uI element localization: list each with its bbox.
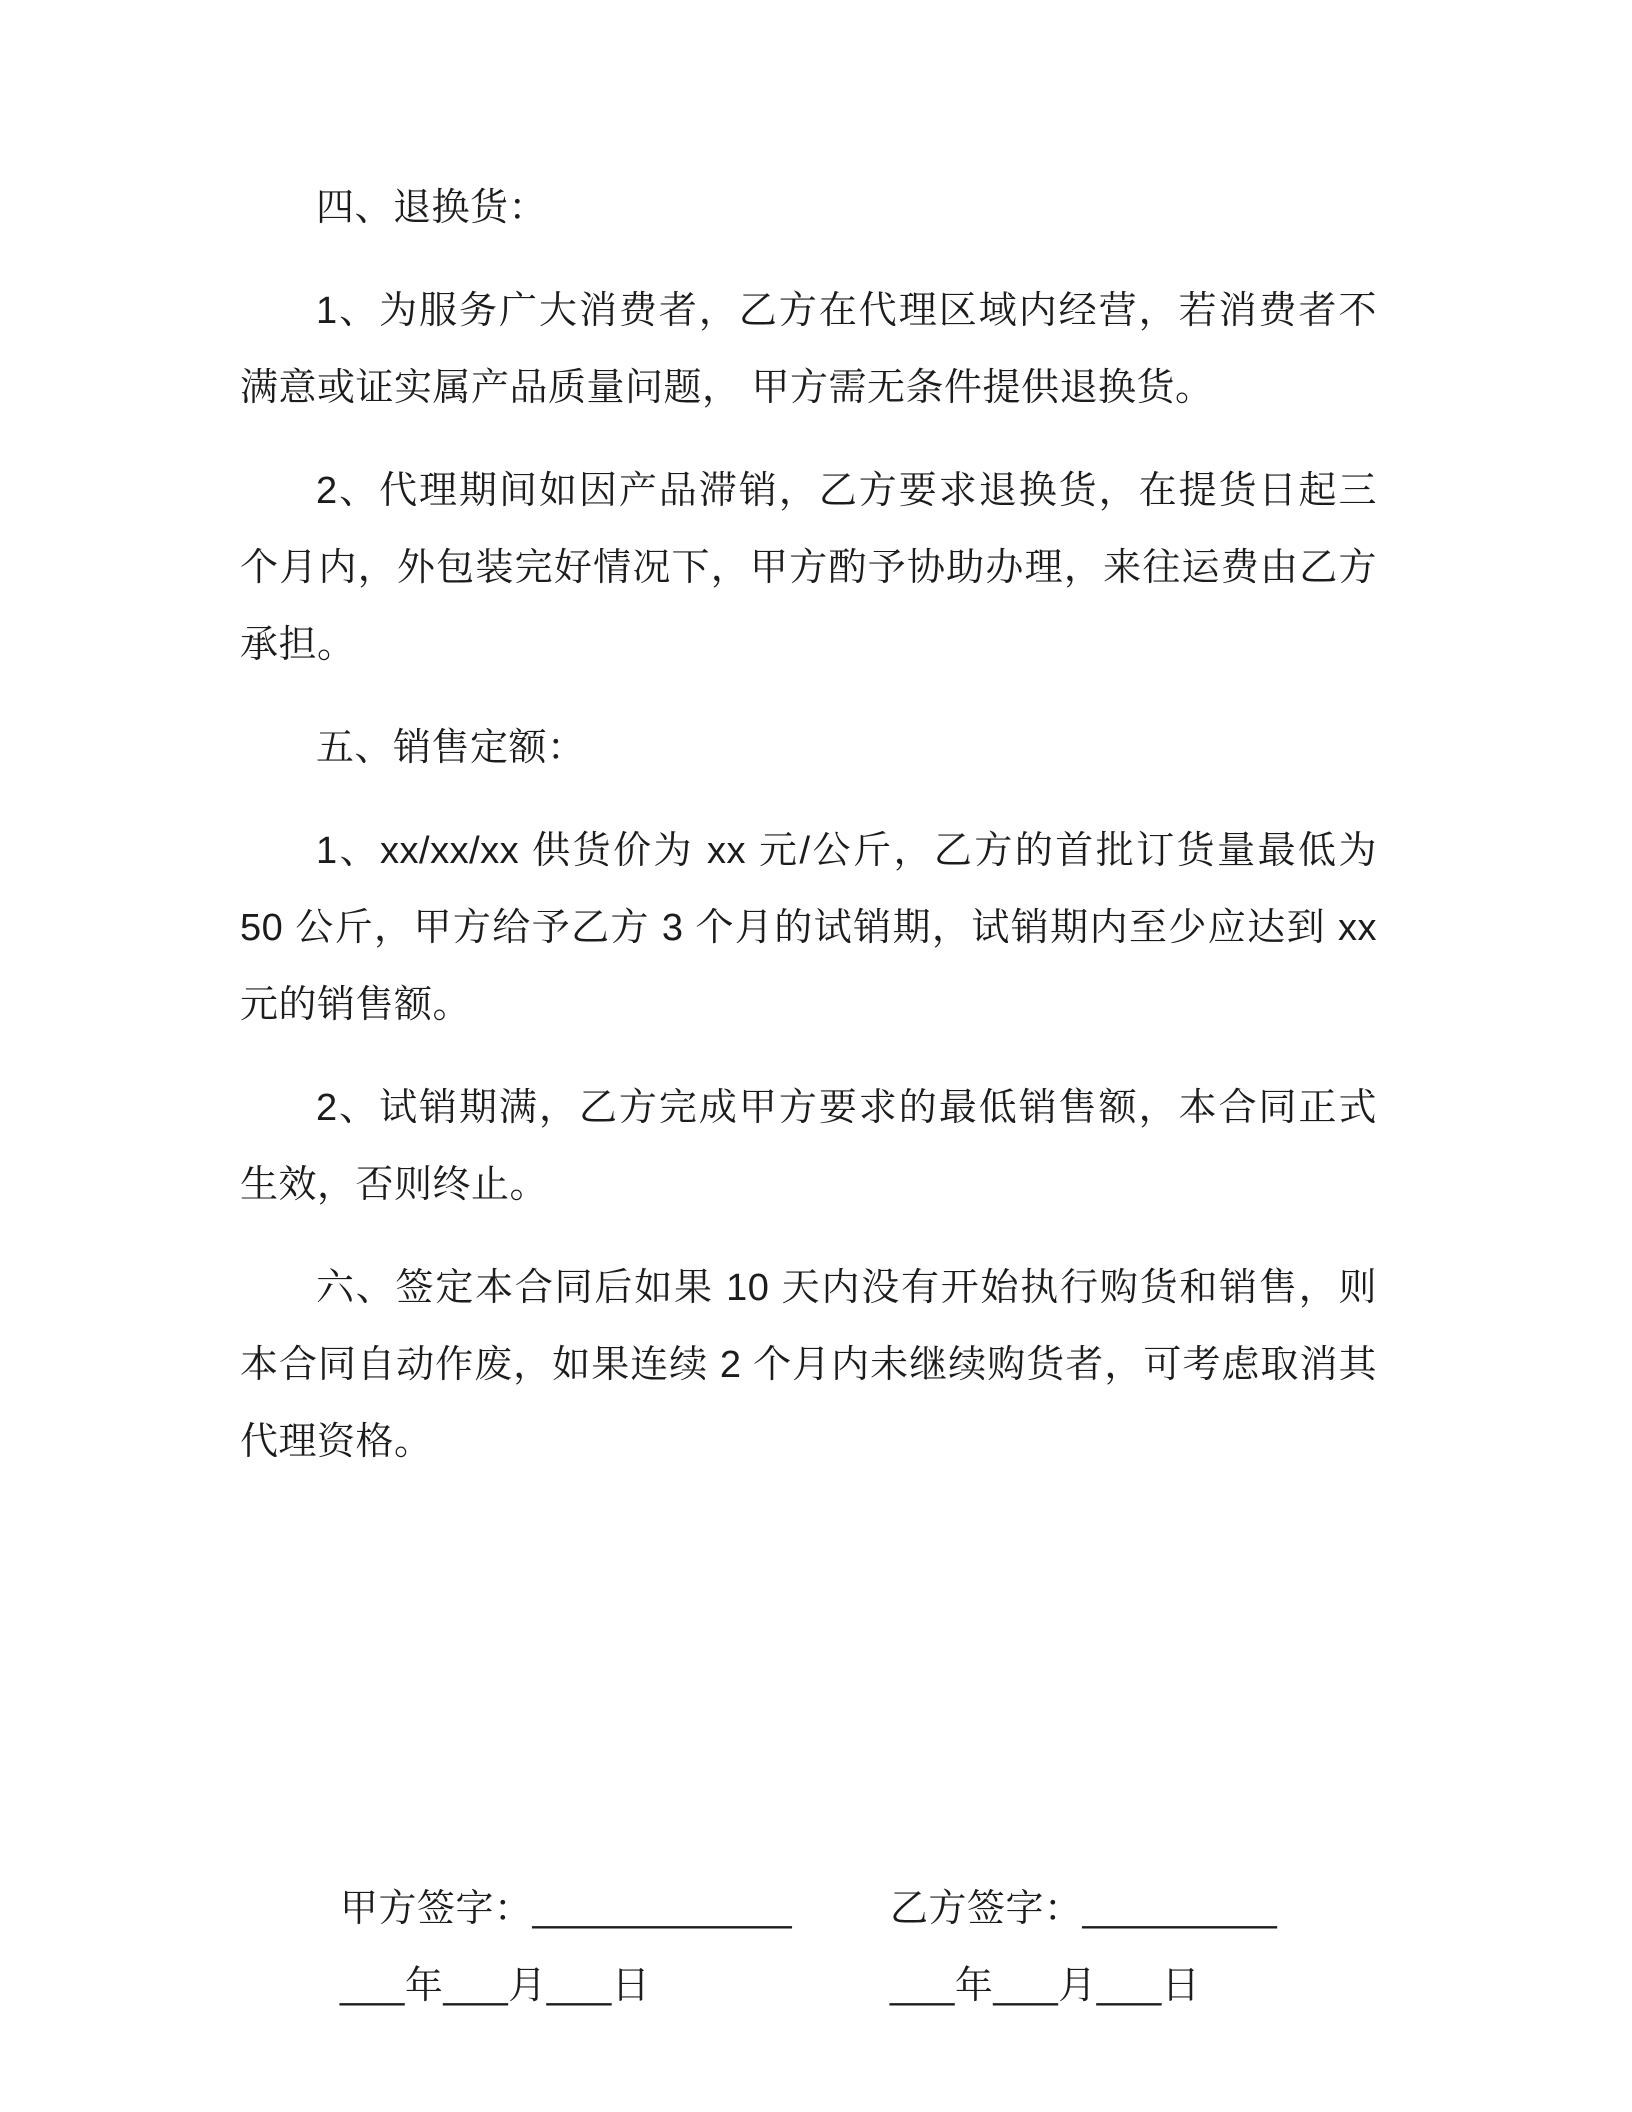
section-heading-sales-quota: 五、销售定额： — [316, 727, 586, 769]
paragraph-quota-1: 1、xx/xx/xx 供货价为 xx 元/公斤，乙方的首批订货量最低为 50 公斤，甲方给予乙方 3 个月的试销期，试销期内至少应达到 xx 元的销售额。 — [240, 830, 1377, 1026]
party-a-signature — [340, 1871, 890, 2025]
paragraph-returns-1: 1、为服务广大消费者，乙方在代理区域内经营，若消费者不满意或证实属产品质量问题， 甲方需无条件提供退换货。 — [240, 290, 1377, 409]
party-a-date-line: ___年___月___日 — [340, 1965, 651, 2007]
section-heading-returns: 四、退换货： — [316, 187, 548, 229]
paragraph-quota-2: 2、试销期满，乙方完成甲方要求的最低销售额，本合同正式生效，否则终止。 — [240, 1087, 1377, 1206]
paragraph-termination: 六、签定本合同后如果 10 天内没有开始执行购货和销售，则本合同自动作废，如果连续 2 个月内未继续购货者，可考虑取消其代理资格。 — [240, 1267, 1377, 1463]
party-b-signature — [890, 1871, 1277, 2025]
signature-block — [240, 1871, 1377, 2025]
party-b-date-line: ___年___月___日 — [890, 1965, 1201, 2007]
party-a-sign-line: 甲方签字：____________ — [340, 1888, 793, 1930]
party-b-sign-line: 乙方签字：_________ — [890, 1888, 1278, 1930]
document-body — [240, 170, 1377, 2025]
paragraph-returns-2: 2、代理期间如因产品滞销，乙方要求退换货，在提货日起三个月内，外包装完好情况下，甲方酌予协助办理，来往运费由乙方承担。 — [240, 470, 1377, 666]
